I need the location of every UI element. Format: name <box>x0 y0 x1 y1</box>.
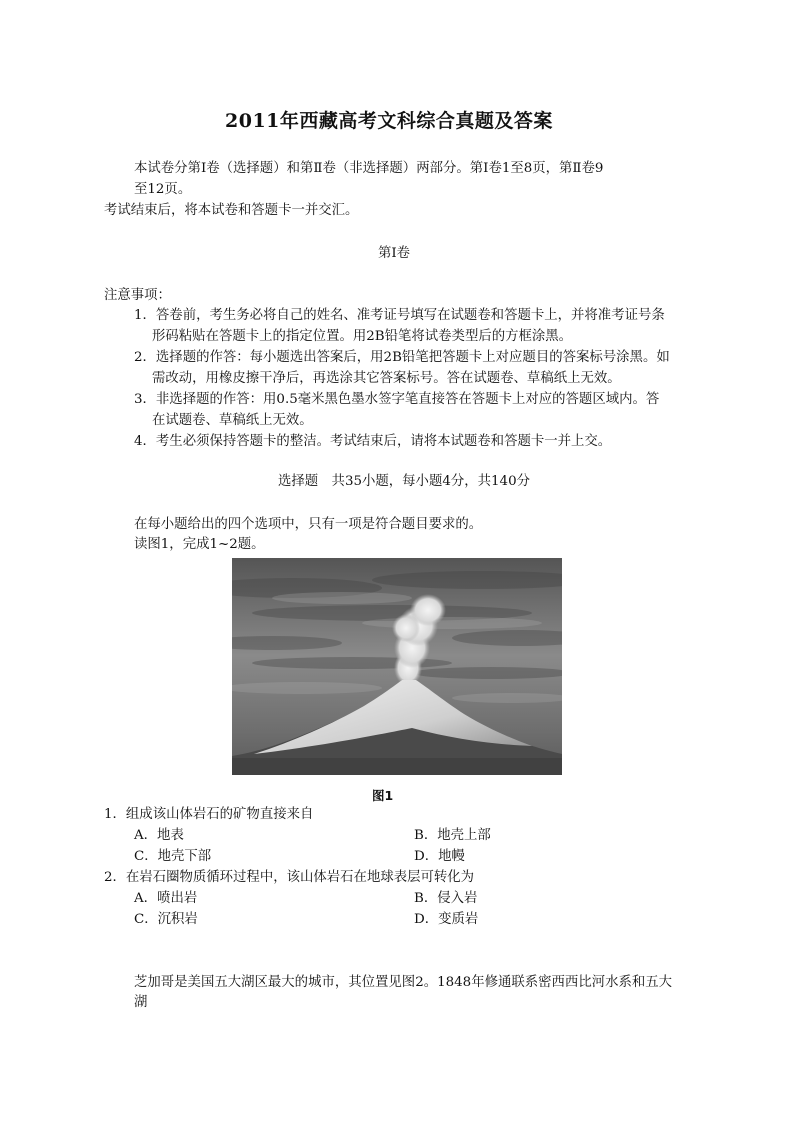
question-2-option-d: D．变质岩 <box>414 912 479 927</box>
section-heading: 第Ⅰ卷 <box>378 246 411 261</box>
question-2-option-b: B．侵入岩 <box>414 891 478 906</box>
note-item-2-line-1: 2．选择题的作答：每小题选出答案后，用2B铅笔把答题卡上对应题目的答案标号涂黑。如 <box>134 350 670 365</box>
note-item-4-line-1: 4．考生必须保持答题卡的整洁。考试结束后，请将本试题卷和答题卡一并上交。 <box>134 434 612 449</box>
question-1-option-a: A．地表 <box>134 828 184 843</box>
question-2-stem: 2．在岩石圈物质循环过程中，该山体岩石在地球表层可转化为 <box>104 870 475 885</box>
read-figure-text: 读图1，完成1~2题。 <box>134 537 265 552</box>
passage-line-2: 湖 <box>134 995 148 1010</box>
volcano-photo <box>232 558 562 775</box>
choice-section-heading: 选择题 共35小题，每小题4分，共140分 <box>278 474 530 489</box>
figure-caption: 图1 <box>372 788 394 803</box>
note-item-1-line-1: 1．答卷前，考生务必将自己的姓名、准考证号填写在试题卷和答题卡上，并将准考证号条 <box>134 308 665 323</box>
passage-line-1: 芝加哥是美国五大湖区最大的城市，其位置见图2。1848年修通联系密西西比河水系和五大 <box>134 975 673 990</box>
page-title: 2011年西藏高考文科综合真题及答案 <box>225 110 553 132</box>
note-item-3-line-1: 3．非选择题的作答：用0.5毫米黑色墨水签字笔直接答在答题卡上对应的答题区域内。答 <box>134 392 660 407</box>
question-1-option-d: D．地幔 <box>414 849 465 864</box>
instruction-text: 在每小题给出的四个选项中，只有一项是符合题目要求的。 <box>134 517 483 532</box>
question-2-option-a: A．喷出岩 <box>134 891 198 906</box>
note-item-2-line-2: 需改动，用橡皮擦干净后，再选涂其它答案标号。答在试题卷、草稿纸上无效。 <box>152 371 621 386</box>
question-2-option-c: C．沉积岩 <box>134 912 198 927</box>
question-1-option-b: B．地壳上部 <box>414 828 491 843</box>
notes-heading: 注意事项： <box>104 288 171 303</box>
question-1-option-c: C．地壳下部 <box>134 849 212 864</box>
intro-line-2: 至12页。 <box>134 182 192 197</box>
intro-line-3: 考试结束后，将本试卷和答题卡一并交汇。 <box>104 203 359 218</box>
note-item-1-line-2: 形码粘贴在答题卡上的指定位置。用2B铅笔将试卷类型后的方框涂黑。 <box>152 329 573 344</box>
intro-line-1: 本试卷分第Ⅰ卷（选择题）和第Ⅱ卷（非选择题）两部分。第Ⅰ卷1至8页，第Ⅱ卷9 <box>134 161 604 176</box>
question-1-stem: 1．组成该山体岩石的矿物直接来自 <box>104 807 314 822</box>
note-item-3-line-2: 在试题卷、草稿纸上无效。 <box>152 413 313 428</box>
